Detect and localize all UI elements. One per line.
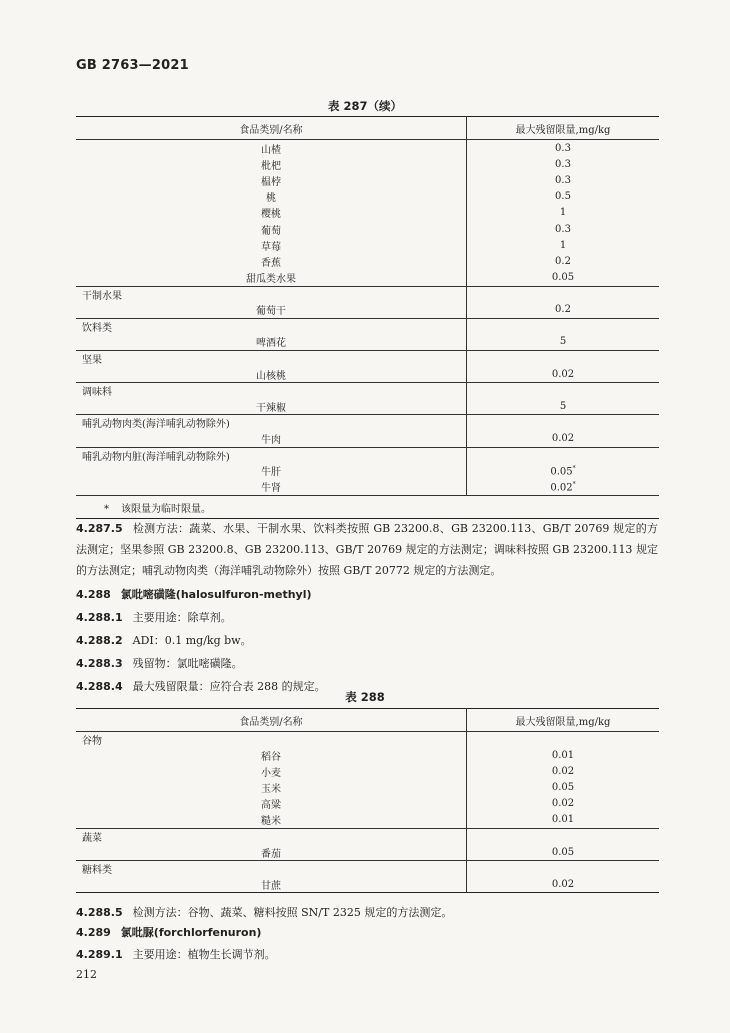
table-row [76,189,659,205]
category-value-cell [467,318,660,334]
food-name: 葡萄 [76,221,467,237]
mrl-value [467,398,660,415]
category-row [76,447,659,463]
mrl-number: 1 [559,207,567,219]
food-name: 高粱 [76,796,467,812]
table-row [76,747,659,763]
table-row [76,796,659,812]
clause-text: 主要用途：除草剂。 [132,611,232,624]
food-name: 樱桃 [76,205,467,221]
category-row [76,318,659,334]
food-name: 甜瓜类水果 [76,270,467,287]
mrl-number: 0.3 [555,174,571,186]
table-row [76,270,659,287]
mrl-number: 0.3 [555,142,571,154]
mrl-value [467,237,660,253]
category-value-cell [467,861,660,877]
food-name: 山核桃 [76,366,467,383]
mrl-value [467,366,660,383]
table-row [76,779,659,795]
food-name: 枇杷 [76,156,467,172]
table-row [76,172,659,188]
mrl-value [467,844,660,861]
mrl-number: 5 [559,336,567,348]
mrl-number: 0.05 [551,846,575,858]
mrl-number: 0.01 [551,814,575,826]
table-row [76,430,659,447]
mrl-value [467,205,660,221]
clause-4-288-1 [76,607,658,628]
table-row [76,156,659,172]
table-row [76,221,659,237]
clause-number: 4.288.4 [76,680,123,693]
category-name: 糖料类 [76,861,467,877]
table-287-caption: 表 287（续） [327,99,402,113]
mrl-value [467,253,660,269]
table-row [76,205,659,221]
page-number: 212 [76,968,97,981]
mrl-number: 0.02 [550,482,573,494]
category-name: 坚果 [76,351,467,367]
food-name: 草莓 [76,237,467,253]
food-name: 糙米 [76,812,467,829]
category-value-cell [467,351,660,367]
mrl-value [467,796,660,812]
clause-text: 最大残留限量：应符合表 288 的规定。 [132,680,326,693]
clause-number: 4.287.5 [76,522,123,535]
mrl-value [467,189,660,205]
table-288-header-mrl: 最大残留限量,mg/kg [467,709,660,732]
food-name: 番茄 [76,844,467,861]
table-row [76,463,659,479]
clause-4-289-1 [76,944,658,965]
table-row [76,237,659,253]
mrl-value [467,876,660,893]
footnote-cell [76,496,659,519]
footnote-mark: * [104,503,109,515]
food-name: 啤酒花 [76,334,467,351]
category-value-cell [467,286,660,302]
section-number: 4.289 [76,926,111,939]
mrl-number: 0.05 [551,781,575,793]
table-288-header-food: 食品类别/名称 [76,709,467,732]
table-row [76,876,659,893]
clause-4-288-3 [76,653,658,674]
section-title: 氯吡脲(forchlorfenuron) [120,926,262,939]
table-287 [76,116,659,519]
mrl-number: 0.05 [551,272,575,284]
mrl-value [467,221,660,237]
category-name: 哺乳动物内脏(海洋哺乳动物除外) [76,447,467,463]
table-row [76,253,659,269]
mrl-value [467,812,660,829]
food-name: 牛肝 [76,463,467,479]
standard-number: GB 2763—2021 [76,58,189,73]
food-name: 玉米 [76,779,467,795]
category-row [76,286,659,302]
category-name: 饮料类 [76,318,467,334]
clause-number: 4.288.3 [76,657,123,670]
clause-text: ADI：0.1 mg/kg bw。 [132,634,252,647]
mrl-number: 0.3 [555,158,571,170]
category-name: 哺乳动物肉类(海洋哺乳动物除外) [76,415,467,431]
mrl-number: 0.02 [551,368,575,380]
food-name: 葡萄干 [76,302,467,319]
clause-text: 残留物：氯吡嘧磺隆。 [132,657,243,670]
food-name: 甘蔗 [76,876,467,893]
mrl-value [467,172,660,188]
mrl-value [467,334,660,351]
clause-number: 4.289.1 [76,948,123,961]
category-row [76,732,659,748]
mrl-value [467,479,660,496]
food-name: 桃 [76,189,467,205]
table-row [76,479,659,496]
clause-text: 检测方法：蔬菜、水果、干制水果、饮料类按照 GB 23200.8、GB 23200.113、GB/T 20769 规定的方法测定；坚果参照 GB 23200.8、GB 23200.113、GB/T 20769 规定的方法测定；调味料按照 GB 23200.113 规定的方法测定；哺乳动物肉类（海洋哺乳动物除外）按照 GB/T 20772 规定的方法测定。 [76,522,658,577]
category-row [76,861,659,877]
mrl-number: 0.01 [551,749,575,761]
table-row [76,366,659,383]
mrl-number: 1 [559,239,567,251]
mrl-number: 0.05 [550,465,573,477]
mrl-number: 0.02 [551,433,575,445]
food-name: 稻谷 [76,747,467,763]
category-row [76,351,659,367]
clause-text: 主要用途：植物生长调节剂。 [132,948,276,961]
table-row [76,140,659,157]
table-287-header-mrl: 最大残留限量,mg/kg [467,117,660,140]
category-value-cell [467,732,660,748]
table-row [76,334,659,351]
mrl-value [467,302,660,319]
food-name: 小麦 [76,763,467,779]
mrl-number: 0.3 [555,223,571,235]
clause-text: 检测方法：谷物、蔬菜、糖料按照 SN/T 2325 规定的方法测定。 [132,906,453,919]
category-name: 蔬菜 [76,828,467,844]
category-value-cell [467,828,660,844]
table-row [76,398,659,415]
food-name: 干辣椒 [76,398,467,415]
section-title: 氯吡嘧磺隆(halosulfuron-methyl) [120,588,312,601]
table-row [76,302,659,319]
category-name: 谷物 [76,732,467,748]
mrl-number: 0.02 [551,878,575,890]
table-288 [76,708,659,893]
mrl-number: 0.2 [555,304,571,316]
clause-number: 4.288.1 [76,611,123,624]
mrl-value [467,270,660,287]
mrl-value [467,156,660,172]
mrl-number: 0.2 [555,255,571,267]
mrl-value [467,763,660,779]
footnote-mark: * [572,480,576,488]
category-row [76,828,659,844]
footnote-mark: * [572,464,576,472]
section-number: 4.288 [76,588,111,601]
paragraph-4-287-5 [76,518,658,581]
mrl-value [467,430,660,447]
table-row [76,812,659,829]
table-row [76,844,659,861]
clause-4-288-2 [76,630,658,651]
food-name: 山楂 [76,140,467,157]
table-288-caption: 表 288 [345,690,385,704]
food-name: 香蕉 [76,253,467,269]
clause-number: 4.288.2 [76,634,123,647]
mrl-number: 0.5 [555,191,571,203]
category-row [76,415,659,431]
category-value-cell [467,383,660,399]
mrl-number: 0.02 [551,765,575,777]
mrl-value [467,463,660,479]
mrl-value [467,140,660,157]
clause-number: 4.288.5 [76,906,123,919]
section-4-289-heading [76,922,658,943]
mrl-value [467,779,660,795]
mrl-number: 0.02 [551,798,575,810]
category-row [76,383,659,399]
table-287-header-food: 食品类别/名称 [76,117,467,140]
category-value-cell [467,447,660,463]
clause-4-288-5 [76,902,658,923]
footnote-text: 该限量为临时限量。 [121,503,211,515]
food-name: 牛肾 [76,479,467,496]
footnote-row [76,496,659,519]
food-name: 牛肉 [76,430,467,447]
mrl-value [467,747,660,763]
food-name: 榅桲 [76,172,467,188]
mrl-number: 5 [559,400,567,412]
table-row [76,763,659,779]
section-4-288-heading [76,584,658,605]
category-value-cell [467,415,660,431]
category-name: 调味料 [76,383,467,399]
category-name: 干制水果 [76,286,467,302]
